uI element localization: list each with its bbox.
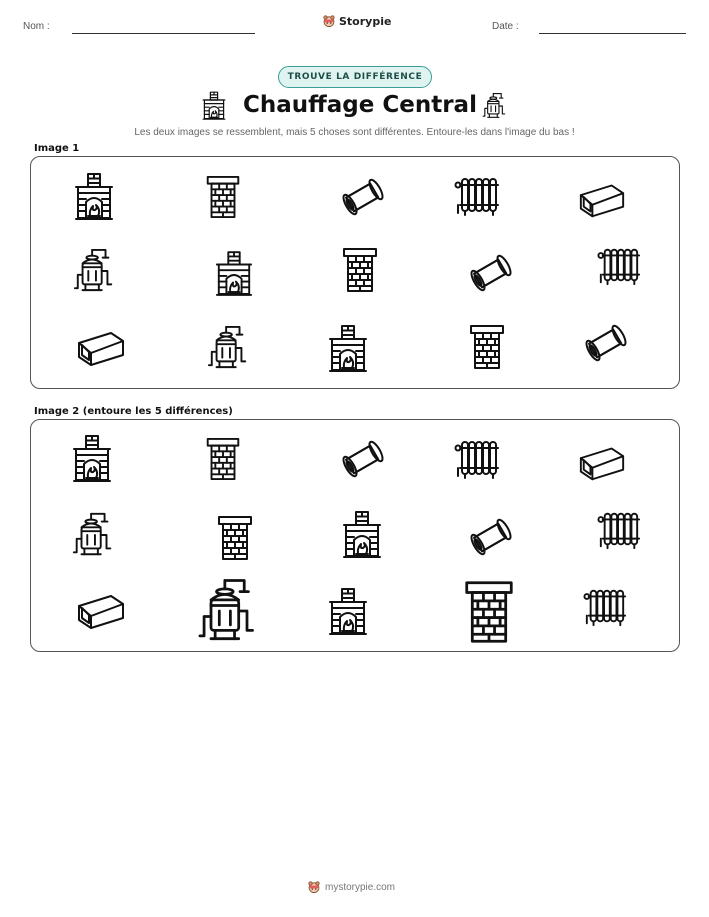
- pipe-icon: [466, 516, 516, 558]
- radiator-icon: [454, 175, 500, 217]
- footer: [307, 880, 395, 894]
- fireplace-icon: [215, 249, 253, 299]
- boiler-icon: [73, 246, 117, 296]
- duct-icon: [75, 588, 127, 630]
- boiler-icon: [207, 322, 251, 374]
- name-line[interactable]: [72, 33, 255, 34]
- fireplace-icon: [72, 434, 112, 484]
- activity-badge: TROUVE LA DIFFÉRENCE: [278, 66, 432, 88]
- boiler-icon: [482, 91, 508, 121]
- pipe-icon: [338, 439, 388, 479]
- fireplace-icon: [341, 510, 383, 560]
- chimney-icon: [459, 580, 519, 644]
- fireplace-icon: [74, 172, 114, 222]
- radiator-icon: [583, 586, 627, 628]
- image1-panel: [30, 156, 680, 389]
- pipe-icon: [581, 322, 631, 364]
- image1-label: Image 1: [34, 143, 80, 154]
- name-label: Nom :: [23, 21, 50, 32]
- chimney-icon: [215, 515, 255, 561]
- duct-icon: [75, 325, 127, 367]
- image2-label: Image 2 (entoure les 5 différences): [34, 406, 233, 417]
- fireplace-icon: [202, 90, 226, 122]
- brand-logo: [322, 14, 391, 28]
- chimney-icon: [204, 437, 242, 481]
- page-title: Chauffage Central: [243, 92, 477, 118]
- mascot-icon: [307, 880, 321, 894]
- image2-panel: [30, 419, 680, 652]
- chimney-icon: [341, 247, 379, 293]
- brand-name: Storypie: [339, 14, 392, 28]
- radiator-icon: [454, 438, 500, 480]
- duct-icon: [577, 440, 627, 482]
- duct-icon: [577, 177, 627, 219]
- boiler-icon: [71, 510, 117, 560]
- fireplace-icon: [328, 586, 368, 638]
- pipe-icon: [338, 177, 388, 217]
- title-row: [0, 88, 709, 128]
- date-line[interactable]: [539, 33, 686, 34]
- instructions: Les deux images se ressemblent, mais 5 choses sont différentes. Entoure-les dans l'image du bas !: [134, 127, 575, 138]
- radiator-icon: [597, 509, 641, 551]
- radiator-icon: [597, 245, 641, 287]
- pipe-icon: [466, 252, 516, 294]
- mascot-icon: [322, 14, 336, 28]
- date-label: Date :: [492, 21, 519, 32]
- fireplace-icon: [328, 323, 368, 375]
- chimney-icon: [204, 175, 242, 219]
- footer-url: mystorypie.com: [325, 881, 396, 893]
- boiler-icon: [197, 575, 261, 647]
- chimney-icon: [468, 324, 506, 370]
